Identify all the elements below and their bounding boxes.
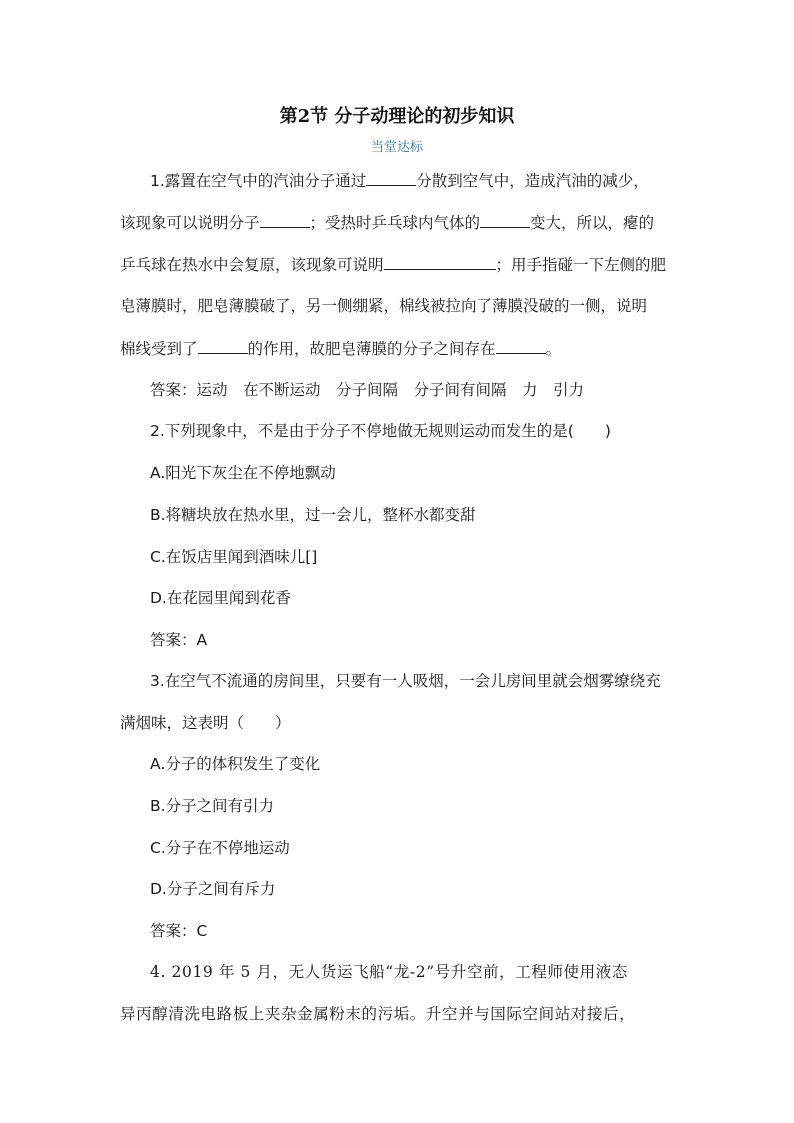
q1-line-4: 皂薄膜时，肥皂薄膜破了，另一侧绷紧，棉线被拉向了薄膜没破的一侧，说明: [120, 297, 648, 315]
q1-text: ；受热时乒乓球内气体的: [309, 214, 481, 232]
q1-text: 该现象可以说明分子: [120, 214, 260, 232]
q3-option-b: B.分子之间有引力: [150, 797, 275, 815]
fill-blank: [260, 211, 310, 228]
q1-text: 的作用，故肥皂薄膜的分子之间存在: [247, 340, 496, 358]
q3-option-d: D.分子之间有斥力: [150, 880, 276, 898]
fill-blank: [480, 211, 530, 228]
q2-option-c: C.在饭店里闻到酒味儿[]: [150, 548, 318, 566]
q1-text: 1.露置在空气中的汽油分子通过: [150, 172, 367, 190]
fill-blank: [496, 337, 546, 354]
q2-option-b: B.将糖块放在热水里，过一会儿，整杯水都变甜: [150, 506, 476, 524]
q2-stem: 2.下列现象中，不是由于分子不停地做无规则运动而发生的是( ): [150, 422, 611, 440]
q3-stem-line-1: 3.在空气不流通的房间里，只要有一人吸烟，一会儿房间里就会烟雾缭绕充: [150, 672, 661, 690]
q2-option-a: A.阳光下灰尘在不停地飘动: [150, 464, 336, 482]
q1-text: 棉线受到了: [120, 340, 198, 358]
q3-stem-line-2: 满烟味，这表明（ ）: [120, 714, 291, 732]
q3-option-a: A.分子的体积发生了变化: [150, 755, 321, 773]
q1-line-5: [120, 337, 680, 360]
q1-text: ；用手指碰一下左侧的肥: [495, 256, 667, 274]
q3-option-c: C.分子在不停地运动: [150, 839, 290, 857]
q2-answer: 答案：A: [150, 631, 208, 649]
q1-line-1: [150, 169, 680, 192]
q3-answer: 答案：C: [150, 922, 208, 940]
q2-option-d: D.在花园里闻到花香: [150, 589, 291, 607]
q1-answer: 答案：运动 在不断运动 分子间隔 分子间有间隔 力 引力: [150, 381, 585, 399]
q1-text: 。: [545, 340, 562, 358]
q1-line-2: [120, 211, 680, 234]
q1-text: 变大，所以，瘪的: [530, 214, 655, 232]
q1-text: 乒乓球在热水中会复原，该现象可说明: [120, 256, 384, 274]
section-subtitle: 当堂达标: [370, 140, 423, 155]
fill-blank: [366, 169, 416, 186]
q1-text: 分散到空气中，造成汽油的减少，: [416, 172, 649, 190]
q4-stem-line-2: 异丙醇清洗电路板上夹杂金属粉末的污垢。升空并与国际空间站对接后，: [120, 1005, 636, 1023]
page-title: 第2节 分子动理论的初步知识: [279, 106, 515, 127]
q1-line-3: [120, 253, 680, 276]
q4-stem-line-1: 4. 2019 年 5 月，无人货运飞船“龙-2”号升空前，工程师使用液态: [150, 963, 628, 981]
fill-blank: [198, 337, 248, 354]
fill-blank: [384, 253, 496, 270]
